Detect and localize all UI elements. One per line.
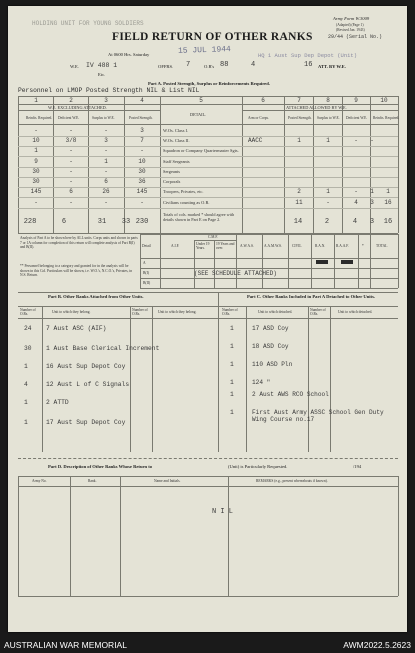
part-a-note2: ** Personnel belonging to a category and granted for in the analysis will be shown in this Col. Particulars will be shown, i.e. W.O.'s, N.C.O.'s, Privates, in N.S. Return. xyxy=(20,264,133,278)
part-b-count: 1 xyxy=(24,419,28,426)
row-cell-c2: 3/8 xyxy=(65,137,77,144)
total-c1: 228 xyxy=(23,218,37,226)
part-b-count: 1 xyxy=(24,399,28,406)
row-cell-c10: 1 xyxy=(386,188,390,195)
date-stamp: 15 JUL 1944 xyxy=(177,45,231,56)
total-c3: 31 xyxy=(97,218,107,226)
row-detail: Sergeants xyxy=(163,169,180,174)
row-cell-c3: 6 xyxy=(104,178,108,185)
ors2-value: 16 xyxy=(304,61,313,69)
row-cell-c4: 3 xyxy=(140,127,144,134)
row-cell-c3: - xyxy=(104,127,108,134)
row-cell-c4: 36 xyxy=(138,178,146,185)
analysis-hdr-total: TOTAL xyxy=(376,244,388,248)
analysis-row-b1: B(I) xyxy=(143,271,149,275)
total-c7: 2 xyxy=(324,218,330,226)
row-cell-c1: 9 xyxy=(34,158,38,165)
ors-label: O.R's xyxy=(204,64,215,69)
row-detail: Civilians counting as O.R. xyxy=(163,200,210,205)
row-cell-c2: - xyxy=(69,178,73,185)
attached-allowed-header: ATTACHED ALLOWED BY W.E. xyxy=(286,105,347,110)
part-a-title: Part A. Posted Strength, Surplus or Reinforcements Required. xyxy=(148,81,270,86)
at-hours-label: At 0600 Hrs. Saturday xyxy=(108,52,150,57)
analysis-hdr-civil: CIVIL xyxy=(292,244,302,248)
row-detail: Troopers, Privates, etc. xyxy=(163,189,204,194)
part-c-col-unit-2: Unit to which detached. xyxy=(338,310,373,314)
analysis-hdr-star: * xyxy=(362,244,364,248)
row-cell-c6: 1 xyxy=(297,137,301,144)
analysis-hdr-aamws: A.A.M.W.S. xyxy=(264,244,282,248)
part-b-unit: 7 Aust ASC (AIF) xyxy=(46,325,107,332)
part-b-count: 30 xyxy=(24,345,32,352)
part-b-col-number-2: Number of O.Rs. xyxy=(132,308,148,316)
part-c-count: 1 xyxy=(230,361,234,368)
row-cell-c7: - xyxy=(326,199,330,206)
part-b-unit: 1 Aust Base Clerical Increment xyxy=(46,345,160,352)
part-c-count: 1 xyxy=(230,391,234,398)
total-c2: 6 xyxy=(61,218,67,226)
row-cell-c4: - xyxy=(140,147,144,154)
total-c10: 16 xyxy=(383,218,393,226)
part-c-unit: First Aust Army ASSC School Gen Duty Wing Course no.17 xyxy=(252,409,384,423)
row-cell-c1: - xyxy=(34,199,38,206)
col-num-1: 1 xyxy=(34,97,38,104)
analysis-hdr-19over: 19 Years and over. xyxy=(216,242,235,250)
analysis-hdr-awas: A.W.A.S. xyxy=(240,244,254,248)
row-cell-c1: - xyxy=(34,127,38,134)
row-cell-c6: 2 xyxy=(297,188,301,195)
analysis-hdr-detail: Detail xyxy=(142,244,151,248)
col-num-9: 9 xyxy=(354,97,358,104)
row-cell-c4: 10 xyxy=(138,158,146,165)
holding-unit-text: HOLDING UNIT FOR YOUNG SOLDIERS xyxy=(32,20,144,27)
cmf-label: C.M.F. xyxy=(208,235,218,239)
col-num-5: 5 xyxy=(199,97,203,104)
part-b-unit: 17 Aust Sup Depot Coy xyxy=(46,419,126,426)
analysis-hdr-aif: A.I.F. xyxy=(171,244,180,248)
part-b-unit: 16 Aust Sup Depot Coy xyxy=(46,363,126,370)
total-c8: 4 xyxy=(352,218,358,226)
form-page xyxy=(8,6,407,632)
row-cell-c3: - xyxy=(104,168,108,175)
form-revised: (Revised Jan. 1943) xyxy=(336,28,365,32)
row-cell-c2: - xyxy=(69,158,73,165)
ors-value: 88 xyxy=(220,61,229,69)
footer-right: AWM2022.5.2623 xyxy=(343,640,411,650)
att-label: ATT. BY W.E. xyxy=(318,64,346,69)
analysis-row-b2: B(II) xyxy=(143,281,151,285)
footer-left: AUSTRALIAN WAR MEMORIAL xyxy=(4,640,127,650)
part-b-count: 1 xyxy=(24,363,28,370)
col-num-6: 6 xyxy=(261,97,265,104)
part-c-unit: 17 ASD Coy xyxy=(252,325,289,332)
etc-label: Etc. xyxy=(98,72,106,77)
row-cell-c4: 30 xyxy=(138,168,146,175)
row-cell-c7: 1 xyxy=(326,137,330,144)
row-cell-c1: 1 xyxy=(34,147,38,154)
row-cell-c6: 11 xyxy=(295,199,303,206)
see-schedule: (SEE SCHEDULE ATTACHED) xyxy=(194,270,277,277)
offrs-label: OFFRS. xyxy=(158,64,174,69)
row-cell-c2: - xyxy=(69,147,73,154)
we-label: W.E. xyxy=(70,64,80,69)
part-d-col-rank: Rank. xyxy=(88,479,97,483)
part-c-unit: 110 ASD Pln xyxy=(252,361,293,368)
row-detail: Corporals xyxy=(163,179,181,184)
serial-no: 29/44 (Serial No.) xyxy=(328,34,383,40)
col-num-8: 8 xyxy=(326,97,330,104)
row-cell-c1: 10 xyxy=(32,137,40,144)
personnel-line: Personnel on LMOP Posted Strength NIL & List NIL xyxy=(18,87,200,94)
row-arm: AACC xyxy=(248,137,263,144)
part-d-date: /194 xyxy=(353,464,362,469)
part-c-title: Part C. Other Ranks Included in Part A Detached to Other Units. xyxy=(246,294,376,299)
part-c-col-number-2: Number of O.Rs. xyxy=(310,308,326,316)
col-num-10: 10 xyxy=(380,97,388,104)
row-cell-c4: 145 xyxy=(136,188,148,195)
row-cell-c2: - xyxy=(69,127,73,134)
row-cell-c8: - xyxy=(354,137,358,144)
offrs2-value: 4 xyxy=(251,61,256,69)
row-cell-c2: - xyxy=(69,168,73,175)
row-cell-c8: - xyxy=(354,188,358,195)
part-d-nil: N I L xyxy=(212,508,234,516)
row-detail: W.Os. Class II. xyxy=(163,138,190,143)
hdr-surplus-r: Surplus to W.E. xyxy=(317,116,340,120)
row-detail: W.Os. Class I. xyxy=(163,128,189,133)
total-c9: 3 xyxy=(369,218,375,226)
form-title: FIELD RETURN OF OTHER RANKS xyxy=(112,31,313,43)
form-number: Army Form W.3009 xyxy=(333,16,370,21)
row-cell-c3: 1 xyxy=(104,158,108,165)
analysis-hdr-under19: Under 19 Years. xyxy=(196,242,210,250)
part-d-col-army: Army No. xyxy=(32,479,47,483)
col-num-2: 2 xyxy=(69,97,73,104)
row-cell-c9: 3 xyxy=(370,199,374,206)
form-adapted: (Adapted) (Page 1) xyxy=(336,23,364,27)
hdr-surplus: Surplus to W.E. xyxy=(92,116,115,120)
hdr-posted: Posted Strength. xyxy=(129,116,153,120)
row-cell-c3: 26 xyxy=(102,188,110,195)
part-d-title: Part D. Description of Other Ranks Whose Return to xyxy=(48,464,153,469)
row-cell-c3: - xyxy=(104,147,108,154)
row-cell-c3: 3 xyxy=(104,137,108,144)
row-cell-c7: 1 xyxy=(326,188,330,195)
detail-header: DETAIL. xyxy=(190,112,207,117)
total-c6: 14 xyxy=(293,218,303,226)
col-num-4: 4 xyxy=(140,97,144,104)
part-b-col-unit-2: Unit to which they belong. xyxy=(158,310,197,314)
row-cell-c8: 4 xyxy=(354,199,358,206)
row-cell-c1: 30 xyxy=(32,168,40,175)
we-excluding-header: W.E. EXCLUDING ATTACHED. xyxy=(48,105,107,110)
hdr-arm: Arm or Corps. xyxy=(248,116,269,120)
part-c-count: 1 xyxy=(230,325,234,332)
part-b-count: 4 xyxy=(24,381,28,388)
col-num-7: 7 xyxy=(297,97,301,104)
hdr-deficient: Deficient W.E. xyxy=(58,116,80,120)
part-c-col-unit: Unit to which detached. xyxy=(258,310,293,314)
part-c-count: 1 xyxy=(230,379,234,386)
part-c-unit: 124 " xyxy=(252,379,271,386)
total-c4: 33 xyxy=(121,218,131,226)
unit-line: HQ 1 Aust Sup Dep Depot (Unit) xyxy=(258,52,358,59)
offrs-value: 7 xyxy=(186,61,191,69)
part-b-col-unit: Unit to which they belong. xyxy=(52,310,91,314)
part-c-unit: 2 Aust AWS RCO School xyxy=(252,391,329,398)
part-a-note: Analysis of Part A to be shown here by ALL units. Corps units and shown in parts 7 or 1A column for completion of this return will complete analysis of Part B(I) and B(II). xyxy=(20,236,138,250)
part-c-col-number: Number of O.Rs. xyxy=(222,308,238,316)
analysis-hdr-ran: R.A.N. xyxy=(315,244,326,248)
row-cell-c3: - xyxy=(104,199,108,206)
we-value: IV 488 1 xyxy=(86,62,118,69)
analysis-hdr-raaf: R.A.A.F. xyxy=(336,244,349,248)
row-detail: Squadron or Company Quartermaster Sgts. xyxy=(163,148,239,153)
total-c5: 230 xyxy=(135,218,149,226)
row-cell-c4: 7 xyxy=(140,137,144,144)
row-cell-c4: - xyxy=(140,199,144,206)
row-detail: Staff Sergeants xyxy=(163,159,190,164)
row-cell-c9: 1 xyxy=(370,188,374,195)
hdr-deficient-r: Deficient W.E. xyxy=(346,116,368,120)
part-c-count: 1 xyxy=(230,409,234,416)
hdr-posted-r: Posted Strength. xyxy=(288,116,312,120)
part-c-unit: 18 ASD Coy xyxy=(252,343,289,350)
part-d-title2: (Unit) is Particularly Requested. xyxy=(228,464,288,469)
part-c-count: 1 xyxy=(230,343,234,350)
part-b-unit: 2 ATTD xyxy=(46,399,69,406)
part-d-col-remarks: REMARKS (e.g., present whereabouts if known). xyxy=(256,479,328,483)
totals-detail: Totals of cols. marked * should agree with details shown in Part E on Page 2. xyxy=(163,212,235,222)
part-d-col-name: Name and Initials. xyxy=(154,479,181,483)
row-cell-c2: - xyxy=(69,199,73,206)
row-cell-c1: 30 xyxy=(32,178,40,185)
row-cell-c1: 145 xyxy=(30,188,42,195)
analysis-row-a: A xyxy=(143,261,146,265)
col-num-3: 3 xyxy=(104,97,108,104)
row-cell-c2: 6 xyxy=(69,188,73,195)
row-cell-c10: 16 xyxy=(384,199,392,206)
part-b-unit: 12 Aust L of C Signals xyxy=(46,381,130,388)
part-b-title: Part B. Other Ranks Attached from Other Units. xyxy=(48,294,144,299)
row-cell-c9: - xyxy=(370,137,374,144)
part-b-col-number: Number of O.Rs. xyxy=(20,308,36,316)
part-b-count: 24 xyxy=(24,325,32,332)
hdr-reinfts: Reinfts. Required. xyxy=(26,116,53,120)
hdr-reinfts-r: Reinfts. Required. xyxy=(373,116,400,120)
